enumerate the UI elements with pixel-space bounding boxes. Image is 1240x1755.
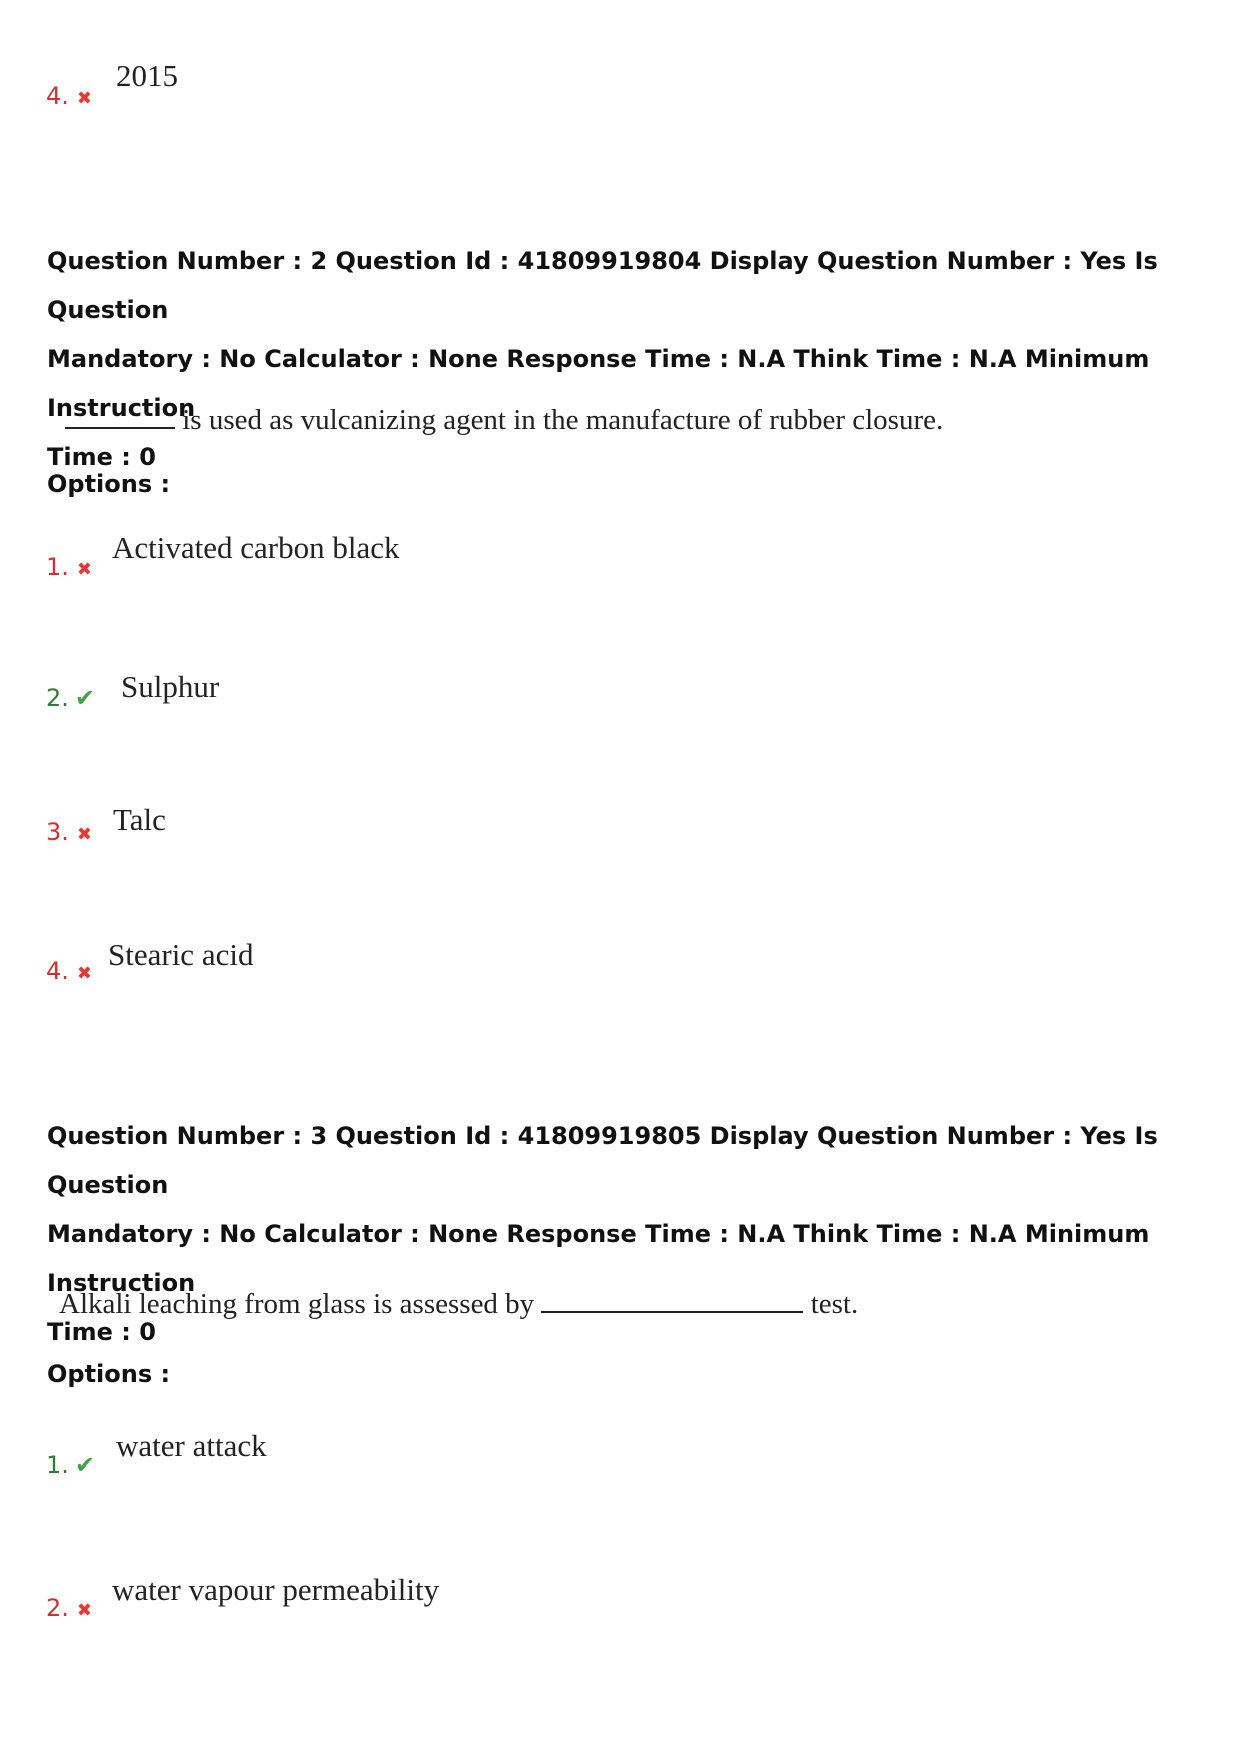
option-row (46, 1451, 95, 1479)
options-label: Options : (47, 1360, 171, 1388)
cross-icon: ✖ (76, 824, 92, 845)
option-text: Sulphur (121, 669, 220, 704)
check-icon: ✔ (74, 684, 96, 712)
option-number: 2. (46, 684, 69, 712)
question-meta (47, 237, 1217, 482)
option-text: water vapour permeability (112, 1572, 440, 1607)
question-text-after: test. (810, 1288, 859, 1320)
option-row (46, 818, 92, 846)
cross-icon: ✖ (76, 88, 92, 109)
meta-line: Mandatory : No Calculator : None Response Time : N.A Think Time : N.A Minimum Instruction (47, 1220, 1150, 1297)
check-icon: ✔ (74, 1451, 96, 1479)
option-row (46, 684, 95, 712)
option-row (46, 957, 92, 985)
meta-line: Time : 0 (47, 1318, 156, 1346)
option-row (46, 553, 92, 581)
answer-blank (65, 405, 175, 429)
option-text: 2015 (116, 58, 178, 93)
option-number: 1. (46, 1451, 69, 1479)
option-text: Stearic acid (108, 937, 254, 972)
cross-icon: ✖ (76, 963, 92, 984)
cross-icon: ✖ (76, 559, 92, 580)
option-text: Activated carbon black (112, 530, 400, 565)
meta-line: Time : 0 (47, 443, 156, 471)
option-text: Talc (113, 802, 166, 837)
cross-icon: ✖ (76, 1600, 92, 1621)
option-number: 2. (46, 1594, 69, 1622)
meta-line: Question Number : 2 Question Id : 41809919804 Display Question Number : Yes Is Question (47, 247, 1158, 324)
option-row (46, 1594, 92, 1622)
meta-line: Mandatory : No Calculator : None Response Time : N.A Think Time : N.A Minimum Instruction (47, 345, 1150, 422)
question-text (65, 404, 943, 437)
question-text-body: is used as vulcanizing agent in the manufacture of rubber closure. (182, 404, 944, 436)
option-number: 4. (46, 82, 69, 110)
answer-blank (541, 1289, 803, 1313)
option-text: water attack (116, 1428, 267, 1463)
option-number: 4. (46, 957, 69, 985)
option-number: 1. (46, 553, 69, 581)
options-label: Options : (47, 470, 171, 498)
option-number: 3. (46, 818, 69, 846)
meta-line: Question Number : 3 Question Id : 41809919805 Display Question Number : Yes Is Question (47, 1122, 1158, 1199)
option-row (46, 82, 92, 110)
question-text (59, 1288, 858, 1321)
question-text-before: Alkali leaching from glass is assessed by (59, 1288, 535, 1320)
